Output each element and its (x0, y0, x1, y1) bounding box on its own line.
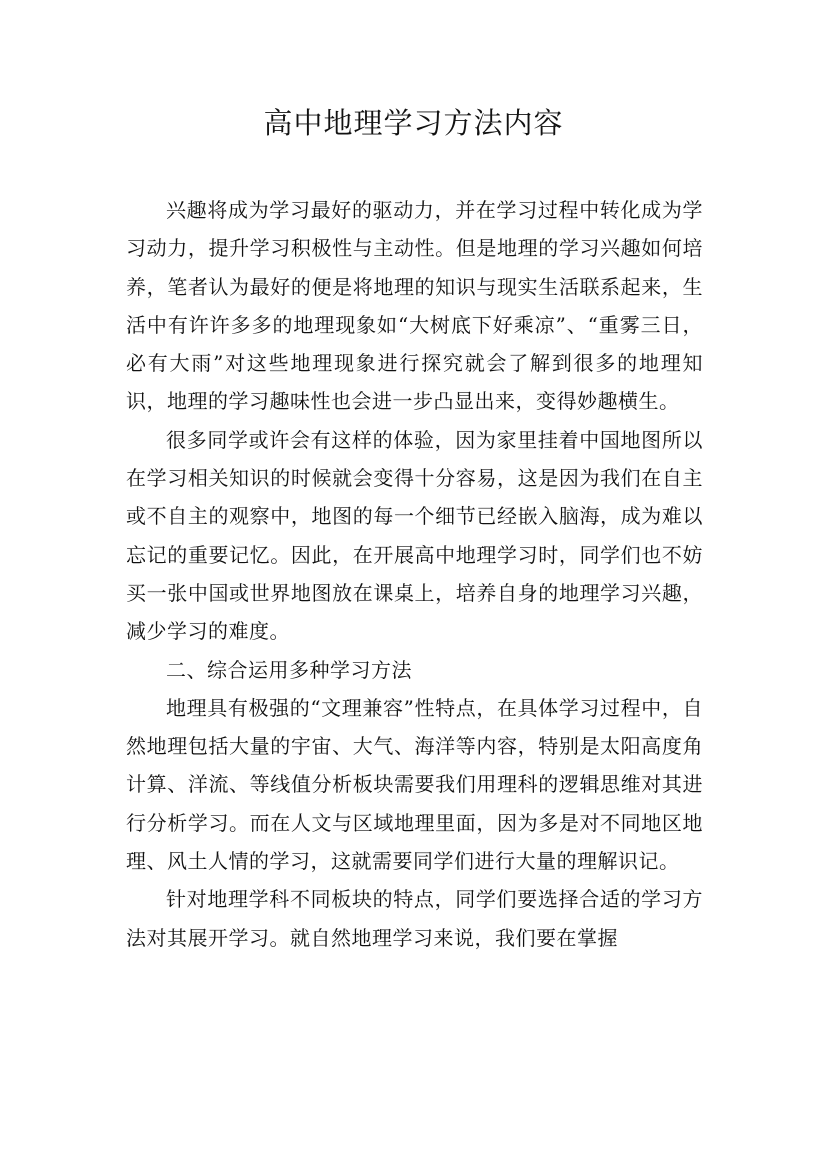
section-heading-methods: 二、综合运用多种学习方法 (166, 657, 412, 682)
paragraph-choose-methods: 针对地理学科不同板块的特点，同学们要选择合适的学习方法对其展开学习。就自然地理学习来说，我们要在掌握 (126, 887, 703, 950)
document-title: 高中地理学习方法内容 (263, 106, 564, 140)
paragraph-science-arts: 地理具有极强的“文理兼容”性特点，在具体学习过程中，自然地理包括大量的宇宙、大气、海洋等内容，特别是太阳高度角计算、洋流、等线值分析板块需要我们用理科的逻辑思维对其进行分析学习。而在人文与区域地理里面，因为多是对不同地区地理、风土人情的学习，这就需要同学们进行大量的理解识记。 (126, 695, 703, 874)
document-body (126, 191, 703, 957)
paragraph-interest: 兴趣将成为学习最好的驱动力，并在学习过程中转化成为学习动力，提升学习积极性与主动性。但是地理的学习兴趣如何培养，笔者认为最好的便是将地理的知识与现实生活联系起来，生活中有许许多多的地理现象如“大树底下好乘凉”、“重雾三日，必有大雨”对这些地理现象进行探究就会了解到很多的地理知识，地理的学习趣味性也会进一步凸显出来，变得妙趣横生。 (126, 198, 703, 414)
paragraph-map-experience: 很多同学或许会有这样的体验，因为家里挂着中国地图所以在学习相关知识的时候就会变得十分容易，这是因为我们在自主或不自主的观察中，地图的每一个细节已经嵌入脑海，成为难以忘记的重要记忆。因此，在开展高中地理学习时，同学们也不妨买一张中国或世界地图放在课桌上，培养自身的地理学习兴趣，减少学习的难度。 (126, 427, 703, 644)
